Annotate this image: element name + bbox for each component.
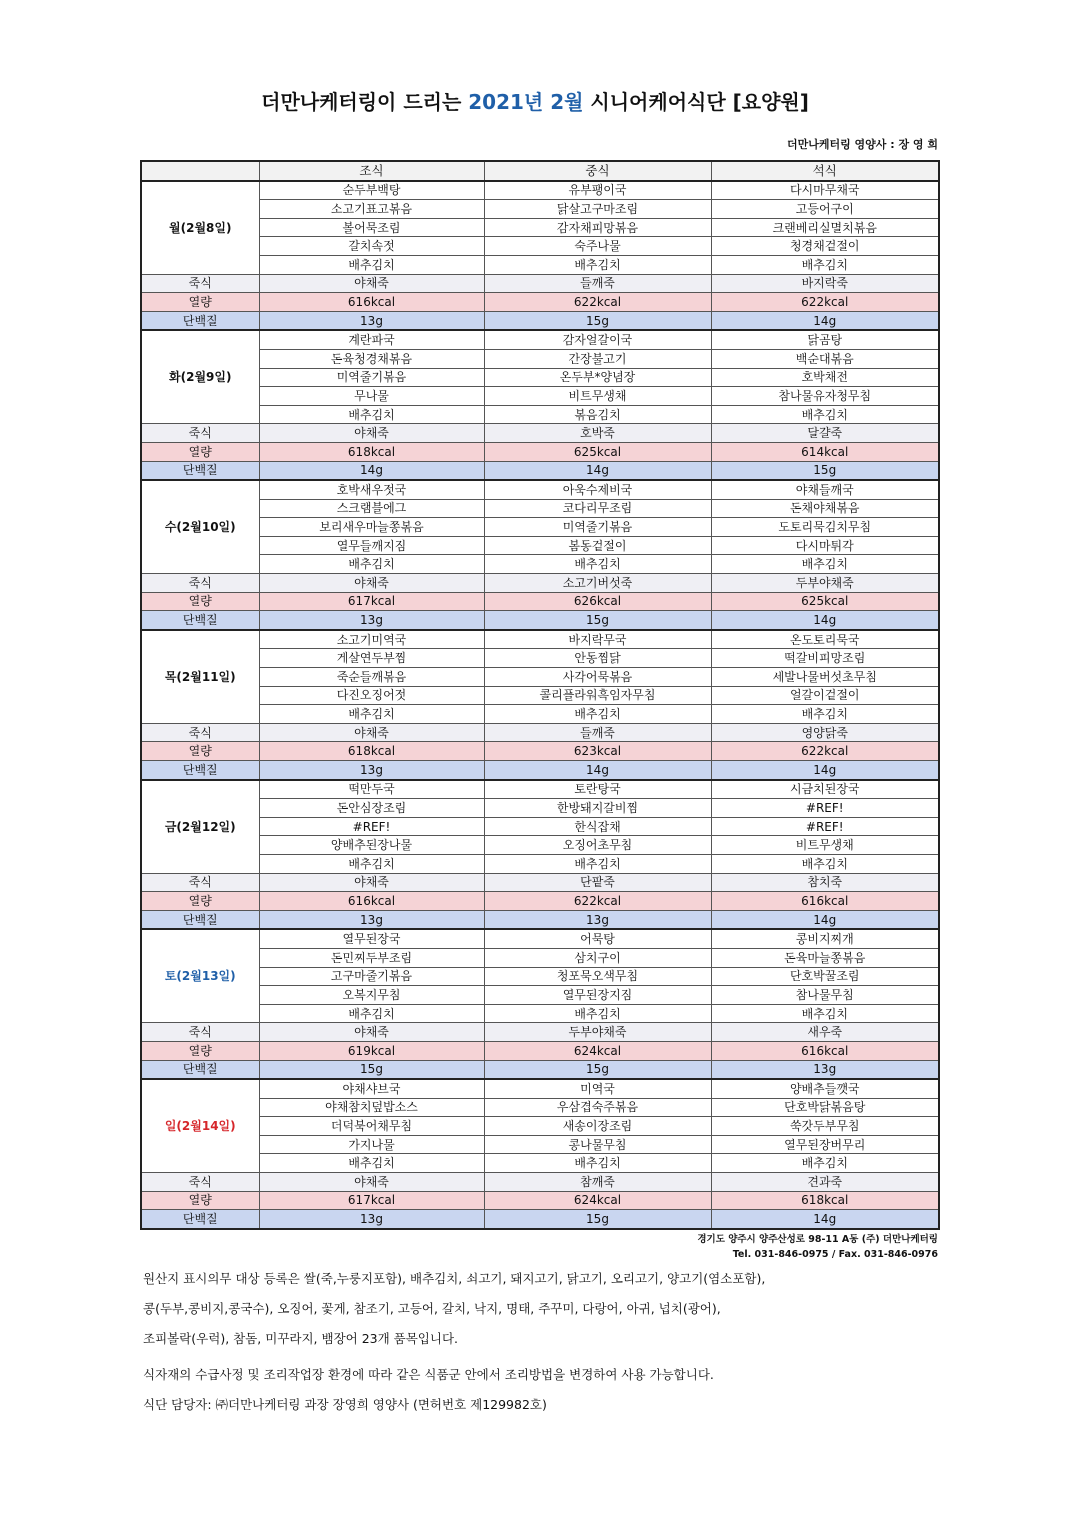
dish-cell: 양배추된장나물 — [259, 836, 484, 855]
porridge-cell: 견과죽 — [711, 1173, 939, 1192]
porridge-cell: 두부야채죽 — [711, 574, 939, 593]
protein-cell: 15g — [484, 1210, 711, 1229]
dish-row — [141, 181, 939, 200]
dish-cell: 아욱수제비국 — [484, 480, 711, 499]
jook-row — [141, 1023, 939, 1042]
dish-cell: 오복지무침 — [259, 986, 484, 1005]
porridge-label: 죽식 — [141, 723, 259, 742]
dish-cell: 배추김치 — [711, 1004, 939, 1023]
dish-cell: 미역줄기볶음 — [259, 368, 484, 387]
dish-cell: 호박새우젓국 — [259, 480, 484, 499]
dish-cell: 갈치속젓 — [259, 237, 484, 256]
dish-cell: 미역국 — [484, 1079, 711, 1098]
page-title — [0, 86, 1070, 115]
dish-row — [141, 1117, 939, 1136]
dish-cell: 고구마줄기볶음 — [259, 967, 484, 986]
note-manager: 식단 담당자: ㈜더만나케터링 과장 장영희 영양사 (면허번호 제129982호) — [143, 1397, 547, 1412]
porridge-label: 죽식 — [141, 873, 259, 892]
dish-cell: 간장불고기 — [484, 349, 711, 368]
dish-row — [141, 200, 939, 219]
calorie-cell: 622kcal — [484, 892, 711, 911]
dish-cell: 떡만두국 — [259, 780, 484, 799]
dish-cell: #REF! — [711, 817, 939, 836]
dish-row — [141, 499, 939, 518]
prot-row — [141, 910, 939, 929]
dish-cell: 돈민찌두부조림 — [259, 948, 484, 967]
dish-cell: 청경채겉절이 — [711, 237, 939, 256]
dish-cell: 배추김치 — [711, 854, 939, 873]
calorie-cell: 616kcal — [711, 1041, 939, 1060]
calorie-label: 열량 — [141, 592, 259, 611]
dish-cell: 계란파국 — [259, 330, 484, 349]
menu-table — [140, 160, 940, 1230]
dish-cell: #REF! — [259, 817, 484, 836]
menu-body — [141, 181, 939, 1229]
calorie-cell: 625kcal — [484, 442, 711, 461]
dish-cell: 배추김치 — [484, 854, 711, 873]
porridge-cell: 호박죽 — [484, 424, 711, 443]
notes — [143, 1264, 943, 1420]
calorie-cell: 625kcal — [711, 592, 939, 611]
dish-cell: 배추김치 — [711, 705, 939, 724]
prot-row — [141, 461, 939, 480]
calorie-label: 열량 — [141, 293, 259, 312]
protein-cell: 13g — [259, 910, 484, 929]
calorie-label: 열량 — [141, 1191, 259, 1210]
dish-cell: 배추김치 — [259, 555, 484, 574]
dish-row — [141, 349, 939, 368]
porridge-cell: 소고기버섯죽 — [484, 574, 711, 593]
calorie-cell: 616kcal — [259, 293, 484, 312]
dish-cell: 배추김치 — [259, 405, 484, 424]
dish-cell: 한식잡채 — [484, 817, 711, 836]
porridge-cell: 야채죽 — [259, 424, 484, 443]
jook-row — [141, 1173, 939, 1192]
dish-cell: 열무된장지짐 — [484, 986, 711, 1005]
prot-row — [141, 1210, 939, 1229]
dish-row — [141, 237, 939, 256]
dish-row — [141, 218, 939, 237]
protein-label: 단백질 — [141, 910, 259, 929]
porridge-cell: 야채죽 — [259, 1173, 484, 1192]
dish-cell: 배추김치 — [259, 1154, 484, 1173]
dish-cell: 다시마무채국 — [711, 181, 939, 200]
dish-cell: 배추김치 — [711, 255, 939, 274]
footer-address-block — [697, 1232, 938, 1262]
dish-row — [141, 1135, 939, 1154]
footer-address: 경기도 양주시 양주산성로 98-11 A동 (주) 더만나케터링 — [697, 1234, 938, 1245]
cal-row — [141, 442, 939, 461]
porridge-cell: 야채죽 — [259, 274, 484, 293]
dish-row — [141, 518, 939, 537]
dish-cell: 호박채전 — [711, 368, 939, 387]
dish-cell: 다진오징어젓 — [259, 686, 484, 705]
porridge-cell: 바지락죽 — [711, 274, 939, 293]
dish-cell: 배추김치 — [259, 1004, 484, 1023]
dish-row — [141, 536, 939, 555]
calorie-cell: 614kcal — [711, 442, 939, 461]
cal-row — [141, 742, 939, 761]
porridge-label: 죽식 — [141, 424, 259, 443]
dish-cell: 고등어구이 — [711, 200, 939, 219]
calorie-label: 열량 — [141, 1041, 259, 1060]
title-suffix: 시니어케어식단 [요양원] — [583, 90, 809, 114]
dish-row — [141, 255, 939, 274]
protein-cell: 15g — [259, 1060, 484, 1079]
protein-cell: 13g — [484, 910, 711, 929]
dish-row — [141, 1079, 939, 1098]
dish-cell: 더덕북어채무침 — [259, 1117, 484, 1136]
dish-cell: 단호박꿀조림 — [711, 967, 939, 986]
dish-row — [141, 986, 939, 1005]
dish-row — [141, 630, 939, 649]
dish-cell: 무나물 — [259, 387, 484, 406]
dish-cell: 도토리묵김치무침 — [711, 518, 939, 537]
dish-cell: 양배추들깻국 — [711, 1079, 939, 1098]
dish-cell: 어묵탕 — [484, 929, 711, 948]
calorie-label: 열량 — [141, 742, 259, 761]
cal-row — [141, 592, 939, 611]
day-label: 수(2월10일) — [141, 480, 259, 573]
protein-label: 단백질 — [141, 761, 259, 780]
dish-cell: 콩비지찌개 — [711, 929, 939, 948]
dish-cell: 열무된장버무리 — [711, 1135, 939, 1154]
dish-cell: 야채참치덮밥소스 — [259, 1098, 484, 1117]
dish-cell: 볶음김치 — [484, 405, 711, 424]
dish-cell: 야채들깨국 — [711, 480, 939, 499]
dish-row — [141, 405, 939, 424]
note-origin-2: 콩(두부,콩비지,콩국수), 오징어, 꽃게, 참조기, 고등어, 갈치, 낙지, 명태, 주꾸미, 다랑어, 아귀, 넙치(광어), — [143, 1301, 721, 1316]
protein-cell: 13g — [259, 1210, 484, 1229]
dish-cell: 돈육마늘쫑볶음 — [711, 948, 939, 967]
header-blank — [141, 161, 259, 181]
dietitian-credit: 더만나케터링 영양사 : 장 영 희 — [786, 138, 938, 151]
prot-row — [141, 311, 939, 330]
calorie-cell: 624kcal — [484, 1041, 711, 1060]
note-substitution: 식자재의 수급사정 및 조리작업장 환경에 따라 같은 식품군 안에서 조리방법을 변경하여 사용 가능합니다. — [143, 1367, 714, 1382]
dish-cell: 스크램블에그 — [259, 499, 484, 518]
dish-cell: 콩나물무침 — [484, 1135, 711, 1154]
dish-row — [141, 817, 939, 836]
dish-cell: 삼치구이 — [484, 948, 711, 967]
protein-label: 단백질 — [141, 611, 259, 630]
porridge-label: 죽식 — [141, 574, 259, 593]
calorie-cell: 617kcal — [259, 1191, 484, 1210]
dish-cell: 토란탕국 — [484, 780, 711, 799]
dish-row — [141, 368, 939, 387]
dish-cell: 오징어초무침 — [484, 836, 711, 855]
prot-row — [141, 1060, 939, 1079]
porridge-cell: 참깨죽 — [484, 1173, 711, 1192]
dish-row — [141, 668, 939, 687]
day-label: 토(2월13일) — [141, 929, 259, 1022]
dish-cell: 감자채피망볶음 — [484, 218, 711, 237]
dish-cell: 돈채야채볶음 — [711, 499, 939, 518]
protein-cell: 15g — [484, 311, 711, 330]
porridge-cell: 들깨죽 — [484, 723, 711, 742]
porridge-cell: 야채죽 — [259, 1023, 484, 1042]
dish-cell: 소고기표고볶음 — [259, 200, 484, 219]
porridge-cell: 참치죽 — [711, 873, 939, 892]
calorie-cell: 617kcal — [259, 592, 484, 611]
dish-cell: 배추김치 — [259, 854, 484, 873]
protein-cell: 15g — [711, 461, 939, 480]
protein-cell: 14g — [259, 461, 484, 480]
dish-cell: 크랜베리실멸치볶음 — [711, 218, 939, 237]
dish-cell: 참나물유자청무침 — [711, 387, 939, 406]
prot-row — [141, 611, 939, 630]
day-label: 화(2월9일) — [141, 330, 259, 423]
dish-cell: 백순대볶음 — [711, 349, 939, 368]
dish-cell: 바지락무국 — [484, 630, 711, 649]
day-label: 일(2월14일) — [141, 1079, 259, 1172]
jook-row — [141, 274, 939, 293]
protein-cell: 14g — [711, 611, 939, 630]
header-dinner: 석식 — [711, 161, 939, 181]
dish-cell: 순두부백탕 — [259, 181, 484, 200]
jook-row — [141, 723, 939, 742]
dish-cell: 봄동겉절이 — [484, 536, 711, 555]
porridge-label: 죽식 — [141, 1173, 259, 1192]
protein-cell: 14g — [711, 1210, 939, 1229]
porridge-cell: 단팥죽 — [484, 873, 711, 892]
dish-row — [141, 387, 939, 406]
dish-row — [141, 555, 939, 574]
note-origin-3: 조피볼락(우럭), 참돔, 미꾸라지, 뱀장어 23개 품목입니다. — [143, 1331, 458, 1346]
dish-cell: 새송이장조림 — [484, 1117, 711, 1136]
cal-row — [141, 1191, 939, 1210]
calorie-cell: 616kcal — [259, 892, 484, 911]
dish-cell: 열무들깨지짐 — [259, 536, 484, 555]
footer-tel: Tel. 031-846-0975 / Fax. 031-846-0976 — [732, 1249, 938, 1260]
protein-cell: 14g — [711, 761, 939, 780]
dish-cell: 떡갈비피망조림 — [711, 649, 939, 668]
calorie-cell: 618kcal — [259, 442, 484, 461]
dish-cell: 사각어묵볶음 — [484, 668, 711, 687]
dish-row — [141, 686, 939, 705]
dish-row — [141, 836, 939, 855]
protein-cell: 15g — [484, 611, 711, 630]
dish-cell: 숙주나물 — [484, 237, 711, 256]
dish-cell: 콜리플라워흑임자무침 — [484, 686, 711, 705]
dish-row — [141, 1004, 939, 1023]
dish-row — [141, 705, 939, 724]
jook-row — [141, 873, 939, 892]
cal-row — [141, 293, 939, 312]
dish-row — [141, 1154, 939, 1173]
dish-cell: 배추김치 — [711, 555, 939, 574]
calorie-cell: 623kcal — [484, 742, 711, 761]
dish-row — [141, 330, 939, 349]
porridge-cell: 야채죽 — [259, 574, 484, 593]
calorie-cell: 619kcal — [259, 1041, 484, 1060]
dish-cell: 안동찜닭 — [484, 649, 711, 668]
dish-cell: 코다리무조림 — [484, 499, 711, 518]
dish-cell: 단호박닭볶음탕 — [711, 1098, 939, 1117]
dish-cell: 시금치된장국 — [711, 780, 939, 799]
header-row — [141, 161, 939, 181]
protein-cell: 15g — [484, 1060, 711, 1079]
calorie-cell: 616kcal — [711, 892, 939, 911]
protein-cell: 14g — [711, 910, 939, 929]
protein-cell: 13g — [259, 761, 484, 780]
dish-cell: 배추김치 — [484, 705, 711, 724]
dish-row — [141, 929, 939, 948]
prot-row — [141, 761, 939, 780]
dish-row — [141, 799, 939, 818]
day-label: 목(2월11일) — [141, 630, 259, 723]
protein-label: 단백질 — [141, 461, 259, 480]
dish-row — [141, 967, 939, 986]
dish-cell: 게살연두부찜 — [259, 649, 484, 668]
calorie-cell: 622kcal — [711, 742, 939, 761]
dish-cell: 우삼겹숙주볶음 — [484, 1098, 711, 1117]
dish-cell: 야채샤브국 — [259, 1079, 484, 1098]
dish-cell: 청포묵오색무침 — [484, 967, 711, 986]
dish-cell: 돈육청경채볶음 — [259, 349, 484, 368]
protein-cell: 14g — [711, 311, 939, 330]
dish-cell: 배추김치 — [484, 1154, 711, 1173]
calorie-cell: 618kcal — [711, 1191, 939, 1210]
dish-cell: 가지나물 — [259, 1135, 484, 1154]
porridge-label: 죽식 — [141, 274, 259, 293]
dish-cell: 죽순들깨볶음 — [259, 668, 484, 687]
header-breakfast: 조식 — [259, 161, 484, 181]
dish-cell: 미역줄기볶음 — [484, 518, 711, 537]
dish-cell: 세발나물버섯초무침 — [711, 668, 939, 687]
porridge-cell: 들깨죽 — [484, 274, 711, 293]
dish-cell: 닭살고구마조림 — [484, 200, 711, 219]
dish-cell: 열무된장국 — [259, 929, 484, 948]
porridge-cell: 달걀죽 — [711, 424, 939, 443]
dish-cell: 배추김치 — [711, 405, 939, 424]
dish-row — [141, 1098, 939, 1117]
dish-cell: 배추김치 — [259, 705, 484, 724]
calorie-cell: 618kcal — [259, 742, 484, 761]
dish-row — [141, 480, 939, 499]
dish-cell: 온도토리묵국 — [711, 630, 939, 649]
cal-row — [141, 1041, 939, 1060]
porridge-cell: 야채죽 — [259, 873, 484, 892]
dish-row — [141, 780, 939, 799]
calorie-cell: 622kcal — [711, 293, 939, 312]
protein-cell: 13g — [711, 1060, 939, 1079]
protein-label: 단백질 — [141, 1060, 259, 1079]
dish-cell: 배추김치 — [484, 1004, 711, 1023]
porridge-cell: 영양닭죽 — [711, 723, 939, 742]
jook-row — [141, 574, 939, 593]
dish-cell: 돈안심장조림 — [259, 799, 484, 818]
porridge-cell: 두부야채죽 — [484, 1023, 711, 1042]
dish-cell: 볼어묵조림 — [259, 218, 484, 237]
cal-row — [141, 892, 939, 911]
dish-cell: 쑥갓두부무침 — [711, 1117, 939, 1136]
dish-cell: 비트무생채 — [711, 836, 939, 855]
dish-row — [141, 948, 939, 967]
dish-cell: #REF! — [711, 799, 939, 818]
dish-cell: 보리새우마늘쫑볶음 — [259, 518, 484, 537]
porridge-label: 죽식 — [141, 1023, 259, 1042]
header-lunch: 중식 — [484, 161, 711, 181]
dish-cell: 소고기미역국 — [259, 630, 484, 649]
dish-cell: 배추김치 — [259, 255, 484, 274]
dish-cell: 참나물무침 — [711, 986, 939, 1005]
dish-cell: 다시마튀각 — [711, 536, 939, 555]
dish-cell: 배추김치 — [711, 1154, 939, 1173]
dish-row — [141, 854, 939, 873]
porridge-cell: 새우죽 — [711, 1023, 939, 1042]
calorie-cell: 624kcal — [484, 1191, 711, 1210]
calorie-cell: 622kcal — [484, 293, 711, 312]
dish-cell: 비트무생채 — [484, 387, 711, 406]
dish-cell: 닭곰탕 — [711, 330, 939, 349]
protein-cell: 13g — [259, 611, 484, 630]
calorie-label: 열량 — [141, 442, 259, 461]
dish-cell: 배추김치 — [484, 555, 711, 574]
dish-cell: 한방돼지갈비찜 — [484, 799, 711, 818]
porridge-cell: 야채죽 — [259, 723, 484, 742]
dish-cell: 감자얼갈이국 — [484, 330, 711, 349]
dish-cell: 얼갈이겉절이 — [711, 686, 939, 705]
dish-cell: 온두부*양념장 — [484, 368, 711, 387]
protein-cell: 14g — [484, 761, 711, 780]
protein-label: 단백질 — [141, 1210, 259, 1229]
jook-row — [141, 424, 939, 443]
day-label: 금(2월12일) — [141, 780, 259, 873]
title-accent: 2021년 2월 — [468, 90, 584, 114]
protein-cell: 13g — [259, 311, 484, 330]
note-origin-1: 원산지 표시의무 대상 등록은 쌀(죽,누룽지포함), 배추김치, 쇠고기, 돼지고기, 닭고기, 오리고기, 양고기(염소포함), — [143, 1271, 766, 1286]
calorie-cell: 626kcal — [484, 592, 711, 611]
dish-cell: 배추김치 — [484, 255, 711, 274]
title-prefix: 더만나케터링이 드리는 — [261, 90, 469, 114]
day-label: 월(2월8일) — [141, 181, 259, 274]
protein-cell: 14g — [484, 461, 711, 480]
calorie-label: 열량 — [141, 892, 259, 911]
dish-row — [141, 649, 939, 668]
protein-label: 단백질 — [141, 311, 259, 330]
dish-cell: 유부팽이국 — [484, 181, 711, 200]
